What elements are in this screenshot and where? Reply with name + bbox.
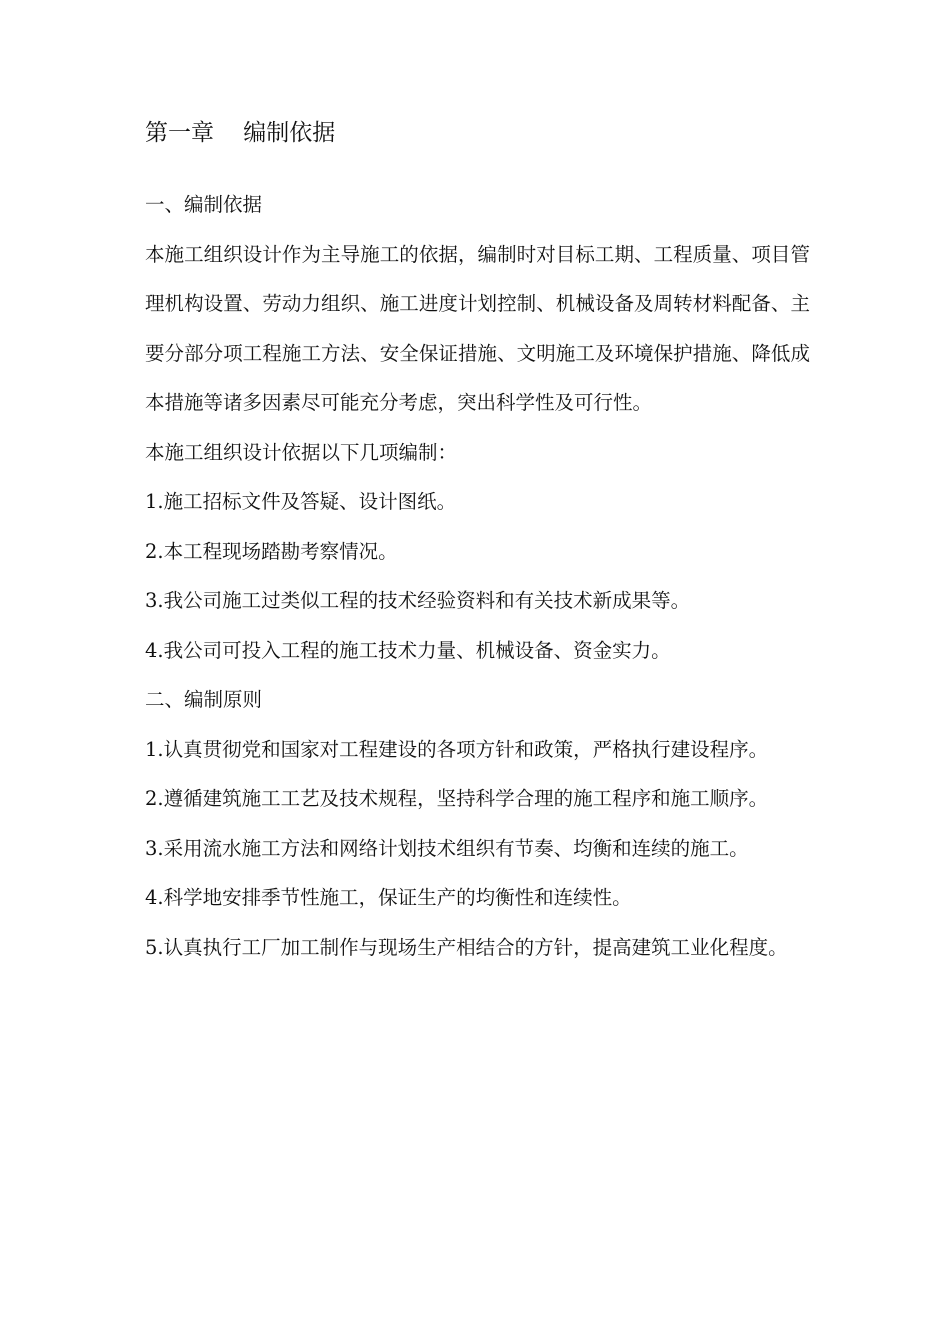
document-body bbox=[145, 116, 810, 967]
list-intro: 本施工组织设计依据以下几项编制： bbox=[145, 440, 458, 464]
principle-item-1: 1.认真贯彻党和国家对工程建设的各项方针和政策，严格执行建设程序。 bbox=[145, 737, 769, 761]
section-heading-principles: 二、编制原则 bbox=[145, 688, 263, 711]
basis-item-4: 4.我公司可投入工程的施工技术力量、机械设备、资金实力。 bbox=[145, 638, 671, 662]
basis-item-1: 1.施工招标文件及答疑、设计图纸。 bbox=[145, 490, 457, 513]
principle-item-5: 5.认真执行工厂加工制作与现场生产相结合的方针，提高建筑工业化程度。 bbox=[145, 935, 788, 959]
basis-item-2: 2.本工程现场踏勘考察情况。 bbox=[145, 539, 398, 563]
basis-item-3: 3.我公司施工过类似工程的技术经验资料和有关技术新成果等。 bbox=[145, 589, 691, 612]
intro-paragraph: 本施工组织设计作为主导施工的依据，编制时对目标工期、工程质量、项目管理机构设置、劳动力组织、施工进度计划控制、机械设备及周转材料配备、主要分部分项工程施工方法、安全保证措施、文明施工及环境保护措施、降低成本措施等诸多因素尽可能充分考虑，突出科学性及可行性。 bbox=[145, 242, 810, 414]
chapter-title: 第一章 编制依据 bbox=[145, 120, 336, 146]
principle-item-3: 3.采用流水施工方法和网络计划技术组织有节奏、均衡和连续的施工。 bbox=[145, 836, 749, 860]
principle-item-2: 2.遵循建筑施工工艺及技术规程，坚持科学合理的施工程序和施工顺序。 bbox=[145, 787, 769, 810]
section-heading-basis: 一、编制依据 bbox=[145, 193, 263, 216]
principle-item-4: 4.科学地安排季节性施工，保证生产的均衡性和连续性。 bbox=[145, 886, 632, 909]
